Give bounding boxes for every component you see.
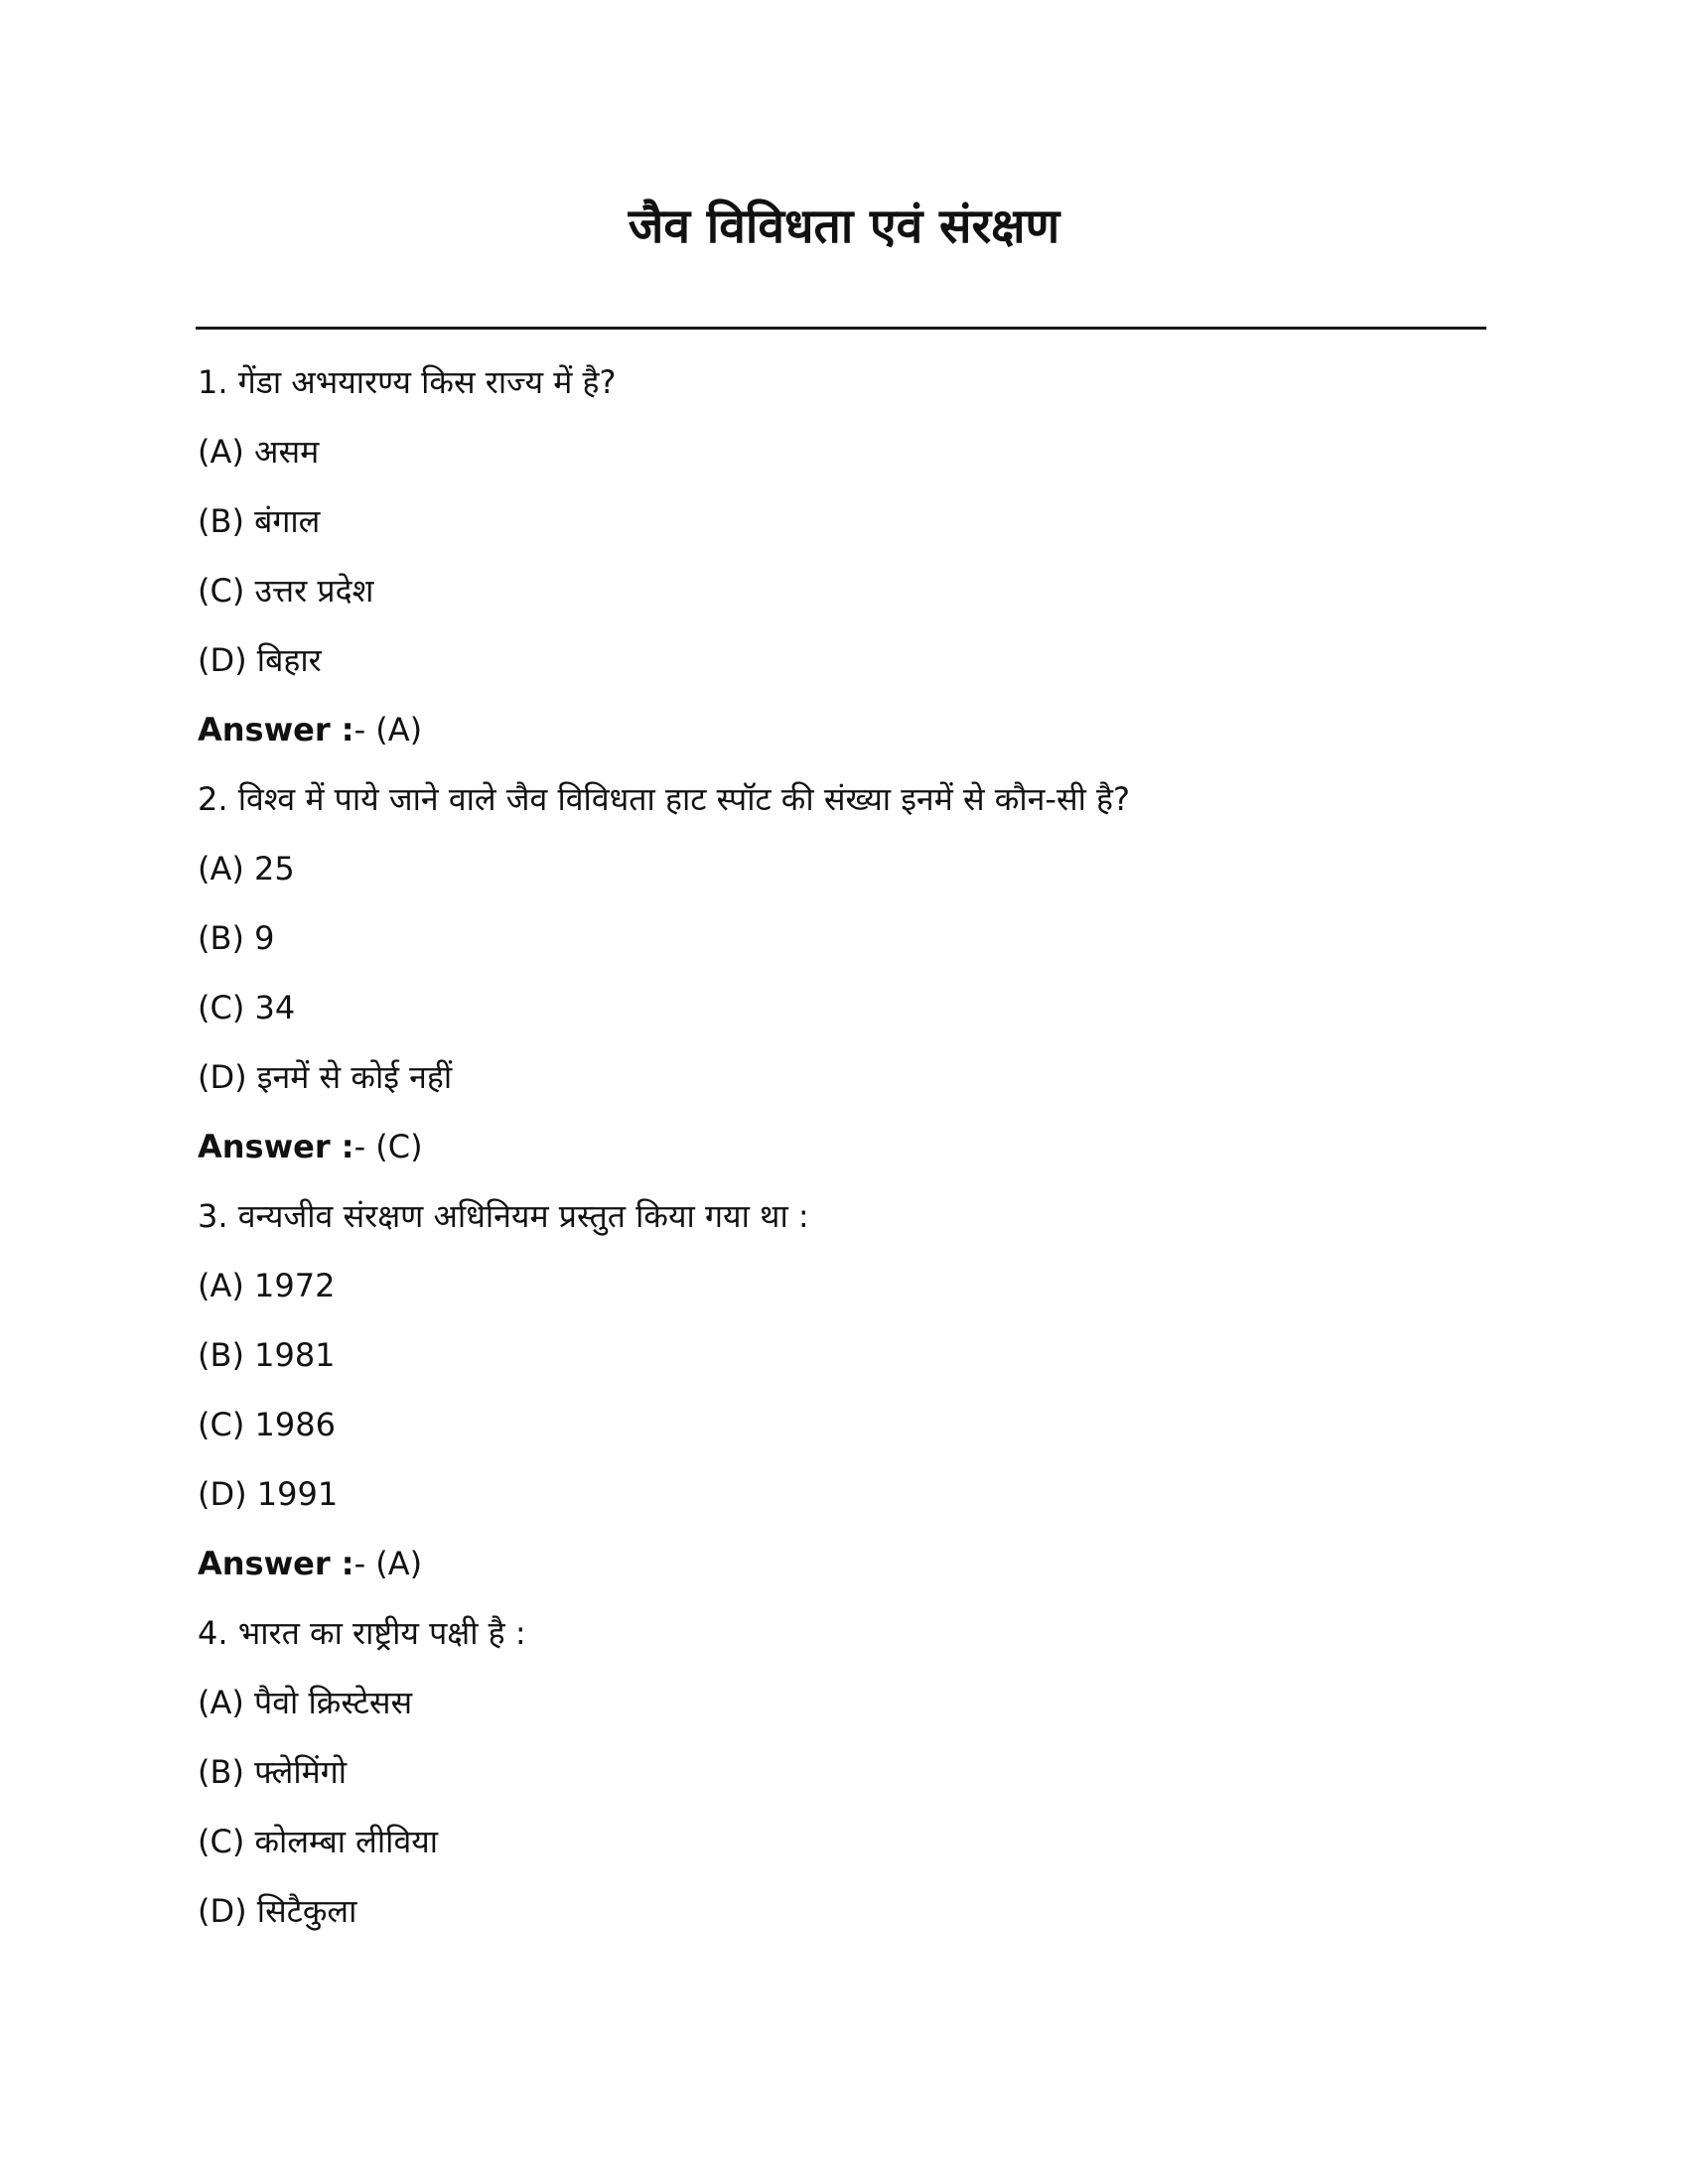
question-1-answer <box>198 695 1488 764</box>
question-3-answer <box>198 1529 1488 1598</box>
question-2-text: 2. विश्व में पाये जाने वाले जैव विविधता हाट स्पॉट की संख्या इनमें से कौन-सी है? <box>198 780 1131 818</box>
question-3-option-a: (A) 1972 <box>198 1267 336 1304</box>
question-1-option-a: (A) असम <box>198 433 320 471</box>
answer-label: Answer : <box>198 1545 354 1582</box>
question-2-option-d: (D) इनमें से कोई नहीं <box>198 1058 453 1096</box>
question-4-text: 4. भारत का राष्ट्रीय पक्षी है : <box>198 1614 526 1652</box>
question-4-option-a: (A) पैवो क्रिस्टेसस <box>198 1684 413 1721</box>
question-1-option-b: (B) बंगाल <box>198 502 321 540</box>
question-3-option-d: (D) 1991 <box>198 1475 339 1513</box>
question-4-option-c: (C) कोलम्बा लीविया <box>198 1823 439 1860</box>
question-1-option-c: (C) उत्तर प्रदेश <box>198 572 374 610</box>
question-3-option-c: (C) 1986 <box>198 1406 336 1443</box>
question-2-option-a: (A) 25 <box>198 850 295 887</box>
question-4-option-d: (D) सिटैकुला <box>198 1892 357 1930</box>
question-2-option-b: (B) 9 <box>198 919 275 957</box>
question-3-option-b: (B) 1981 <box>198 1336 336 1374</box>
answer-value: - (C) <box>353 1128 423 1165</box>
title-divider <box>196 327 1486 330</box>
answer-label: Answer : <box>198 1128 354 1165</box>
question-2-option-c: (C) 34 <box>198 989 296 1026</box>
question-1-text: 1. गेंडा अभयारण्य किस राज्य में है? <box>198 363 617 401</box>
answer-value: - (A) <box>353 1545 423 1582</box>
page-title: जैव विविधता एवं संरक्षण <box>628 199 1060 254</box>
answer-value: - (A) <box>353 711 423 749</box>
question-list <box>198 347 1488 1946</box>
question-1-option-d: (D) बिहार <box>198 641 322 679</box>
question-4-option-b: (B) फ्लेमिंगो <box>198 1753 348 1791</box>
answer-label: Answer : <box>198 711 354 749</box>
question-2-answer <box>198 1112 1488 1181</box>
question-3-text: 3. वन्यजीव संरक्षण अधिनियम प्रस्तुत किया गया था : <box>198 1197 809 1235</box>
